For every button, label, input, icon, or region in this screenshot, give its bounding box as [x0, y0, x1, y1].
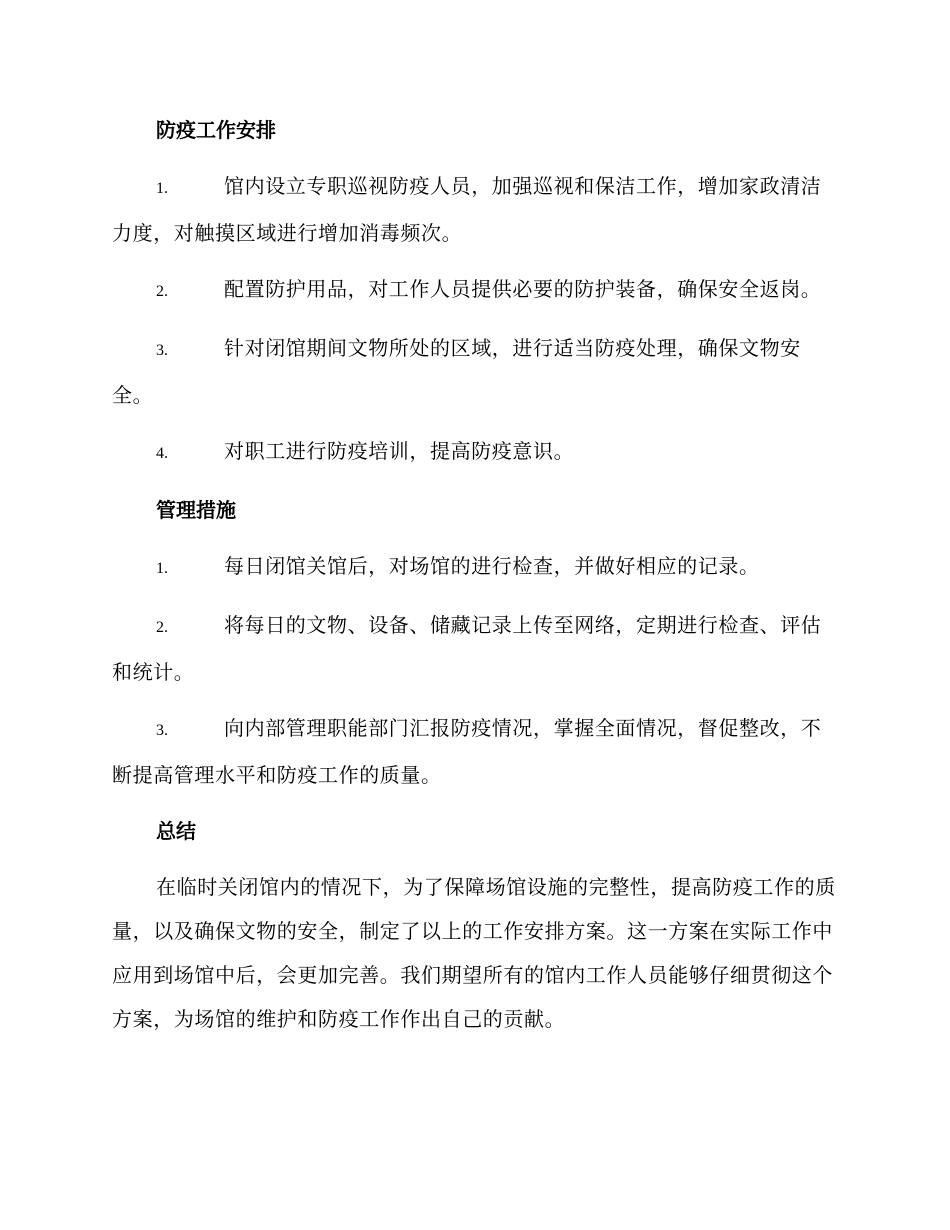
list-item-number: 1.: [156, 560, 168, 577]
list-item-text: 针对闭馆期间文物所处的区域，进行适当防疫处理，确保文物安全。: [112, 336, 801, 407]
list-item-number: 2.: [156, 283, 168, 300]
list-item: [112, 429, 836, 476]
list-item-text: 配置防护用品，对工作人员提供必要的防护装备，确保安全返岗。: [224, 277, 822, 301]
list-item-number: 2.: [156, 619, 168, 636]
list-item-text: 对职工进行防疫培训，提高防疫意识。: [224, 439, 575, 463]
list-item: [112, 603, 836, 694]
list-item-number: 3.: [156, 342, 168, 359]
list-item-text: 每日闭馆关馆后，对场馆的进行检查，并做好相应的记录。: [224, 554, 760, 578]
section-heading-epidemic-arrangements: 防疫工作安排: [156, 118, 276, 142]
list-item: [112, 544, 836, 591]
summary-paragraph: 在临时关闭馆内的情况下，为了保障场馆设施的完整性，提高防疫工作的质量，以及确保文物的安全，制定了以上的工作安排方案。这一方案在实际工作中应用到场馆中后，会更加完善。我们期望所有的馆内工作人员能够仔细贯彻这个方案，为场馆的维护和防疫工作作出自己的贡献。: [112, 875, 836, 1031]
list-item-text: 馆内设立专职巡视防疫人员，加强巡视和保洁工作，增加家政清洁力度，对触摸区域进行增加消毒频次。: [112, 174, 822, 245]
list-item-number: 1.: [156, 180, 168, 197]
list-item-text: 向内部管理职能部门汇报防疫情况，掌握全面情况，督促整改，不断提高管理水平和防疫工作的质量。: [112, 716, 822, 787]
section-heading-summary: 总结: [156, 819, 196, 843]
section-heading-management-measures: 管理措施: [156, 498, 236, 522]
list-item: [112, 706, 836, 797]
list-item: [112, 164, 836, 255]
list-item: [112, 267, 836, 314]
list-item-number: 3.: [156, 722, 168, 739]
list-item-text: 将每日的文物、设备、储藏记录上传至网络，定期进行检查、评估和统计。: [112, 613, 822, 684]
list-item-number: 4.: [156, 445, 168, 462]
document-page: [112, 108, 836, 1041]
list-item: [112, 326, 836, 417]
